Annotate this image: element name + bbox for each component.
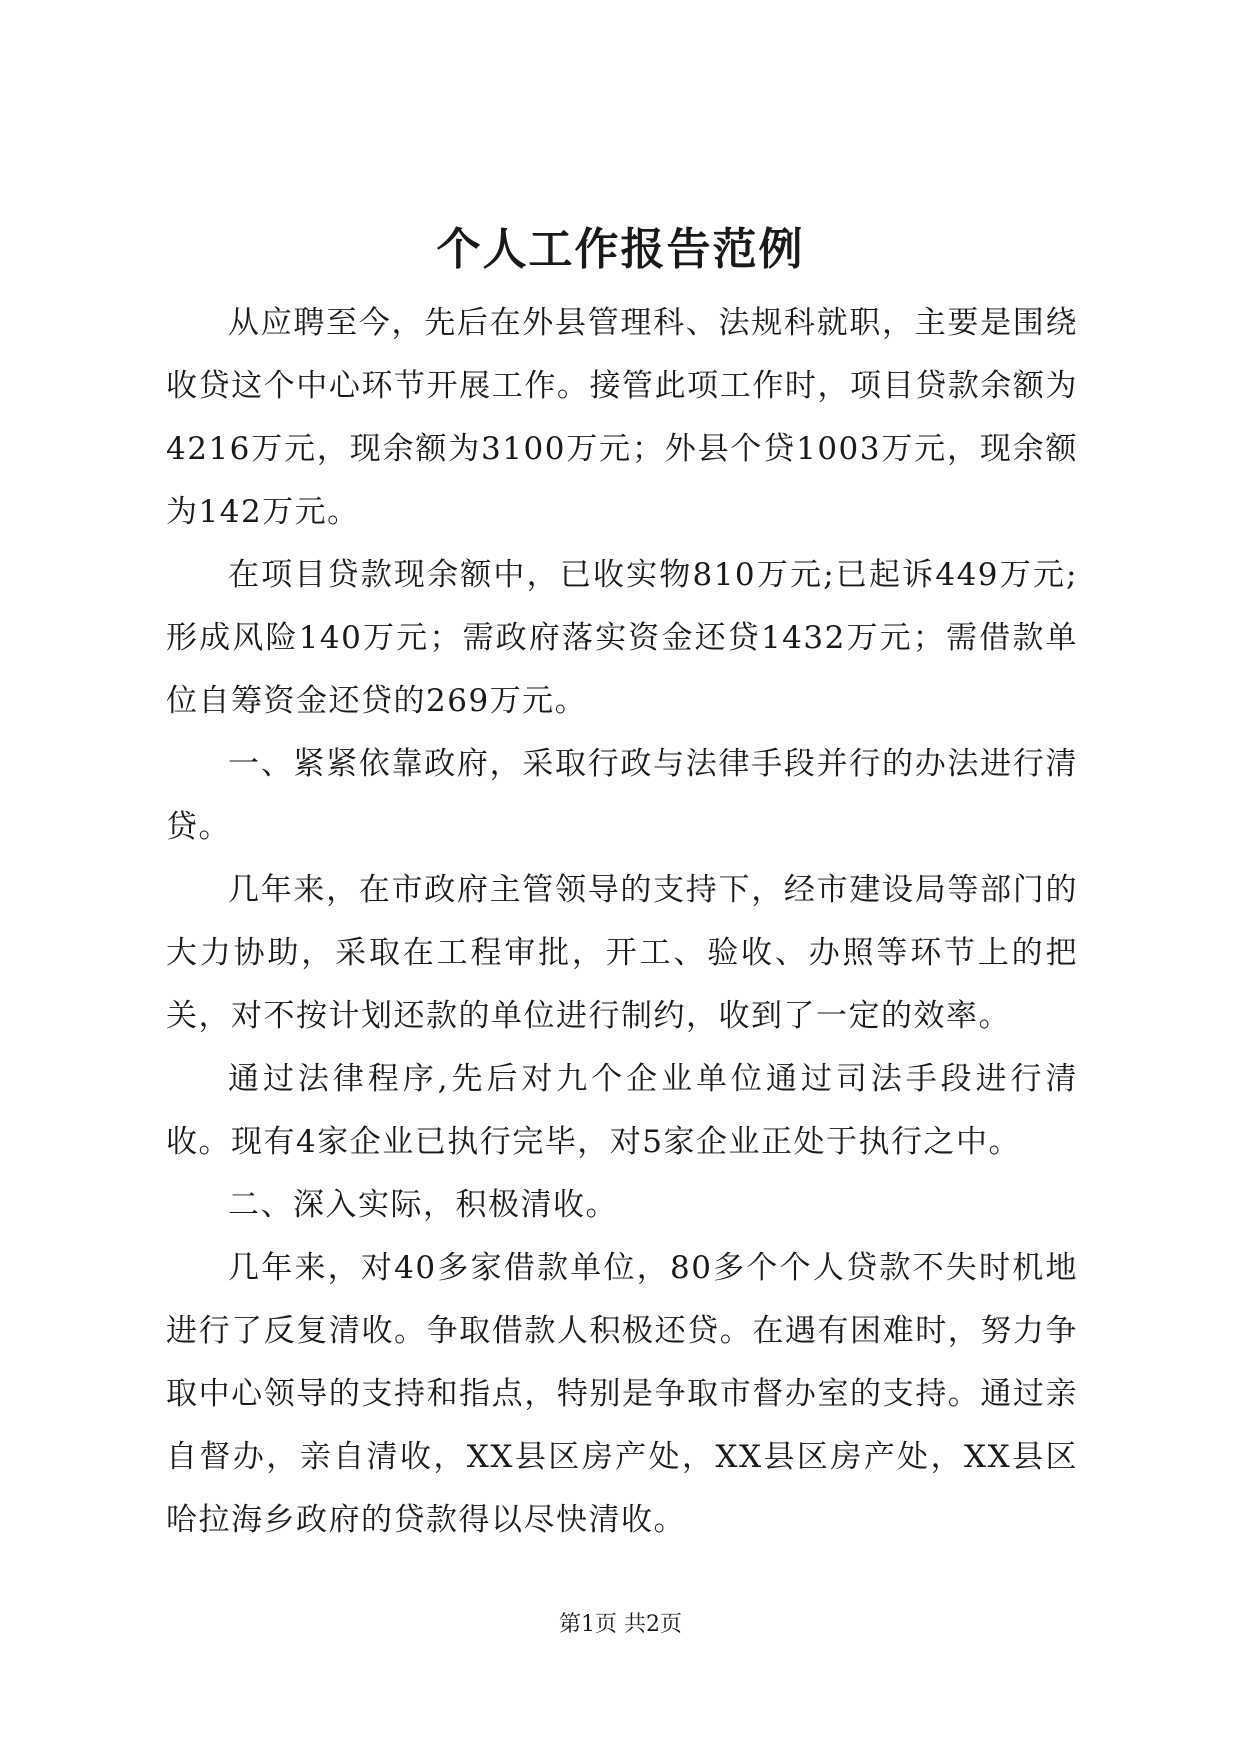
paragraph-3: 几年来，在市政府主管领导的支持下，经市建设局等部门的大力协助，采取在工程审批，开工、验收、办照等环节上的把关，对不按计划还款的单位进行制约，收到了一定的效率。	[166, 872, 1078, 1034]
document-title: 个人工作报告范例	[436, 224, 805, 275]
page-footer: 第1页 共2页	[559, 1612, 682, 1637]
paragraph-2: 在项目贷款现余额中，已收实物810万元;已起诉449万元;形成风险140万元；需政府落实资金还贷1432万元；需借款单位自筹资金还贷的269万元。	[166, 557, 1078, 719]
section-heading-1: 一、紧紧依靠政府，采取行政与法律手段并行的办法进行清贷。	[166, 746, 1078, 845]
section-heading-2: 二、深入实际，积极清收。	[228, 1187, 618, 1223]
paragraph-1: 从应聘至今，先后在外县管理科、法规科就职，主要是围绕收贷这个中心环节开展工作。接管此项工作时，项目贷款余额为4216万元，现余额为3100万元；外县个贷1003万元，现余额为142万元。	[166, 305, 1078, 530]
paragraph-4: 通过法律程序,先后对九个企业单位通过司法手段进行清收。现有4家企业已执行完毕，对5家企业正处于执行之中。	[166, 1061, 1078, 1160]
document-body	[166, 292, 1078, 1552]
paragraph-5: 几年来，对40多家借款单位，80多个个人贷款不失时机地进行了反复清收。争取借款人积极还贷。在遇有困难时，努力争取中心领导的支持和指点，特别是争取市督办室的支持。通过亲自督办，亲自清收，XX县区房产处，XX县区房产处，XX县区哈拉海乡政府的贷款得以尽快清收。	[166, 1250, 1078, 1538]
